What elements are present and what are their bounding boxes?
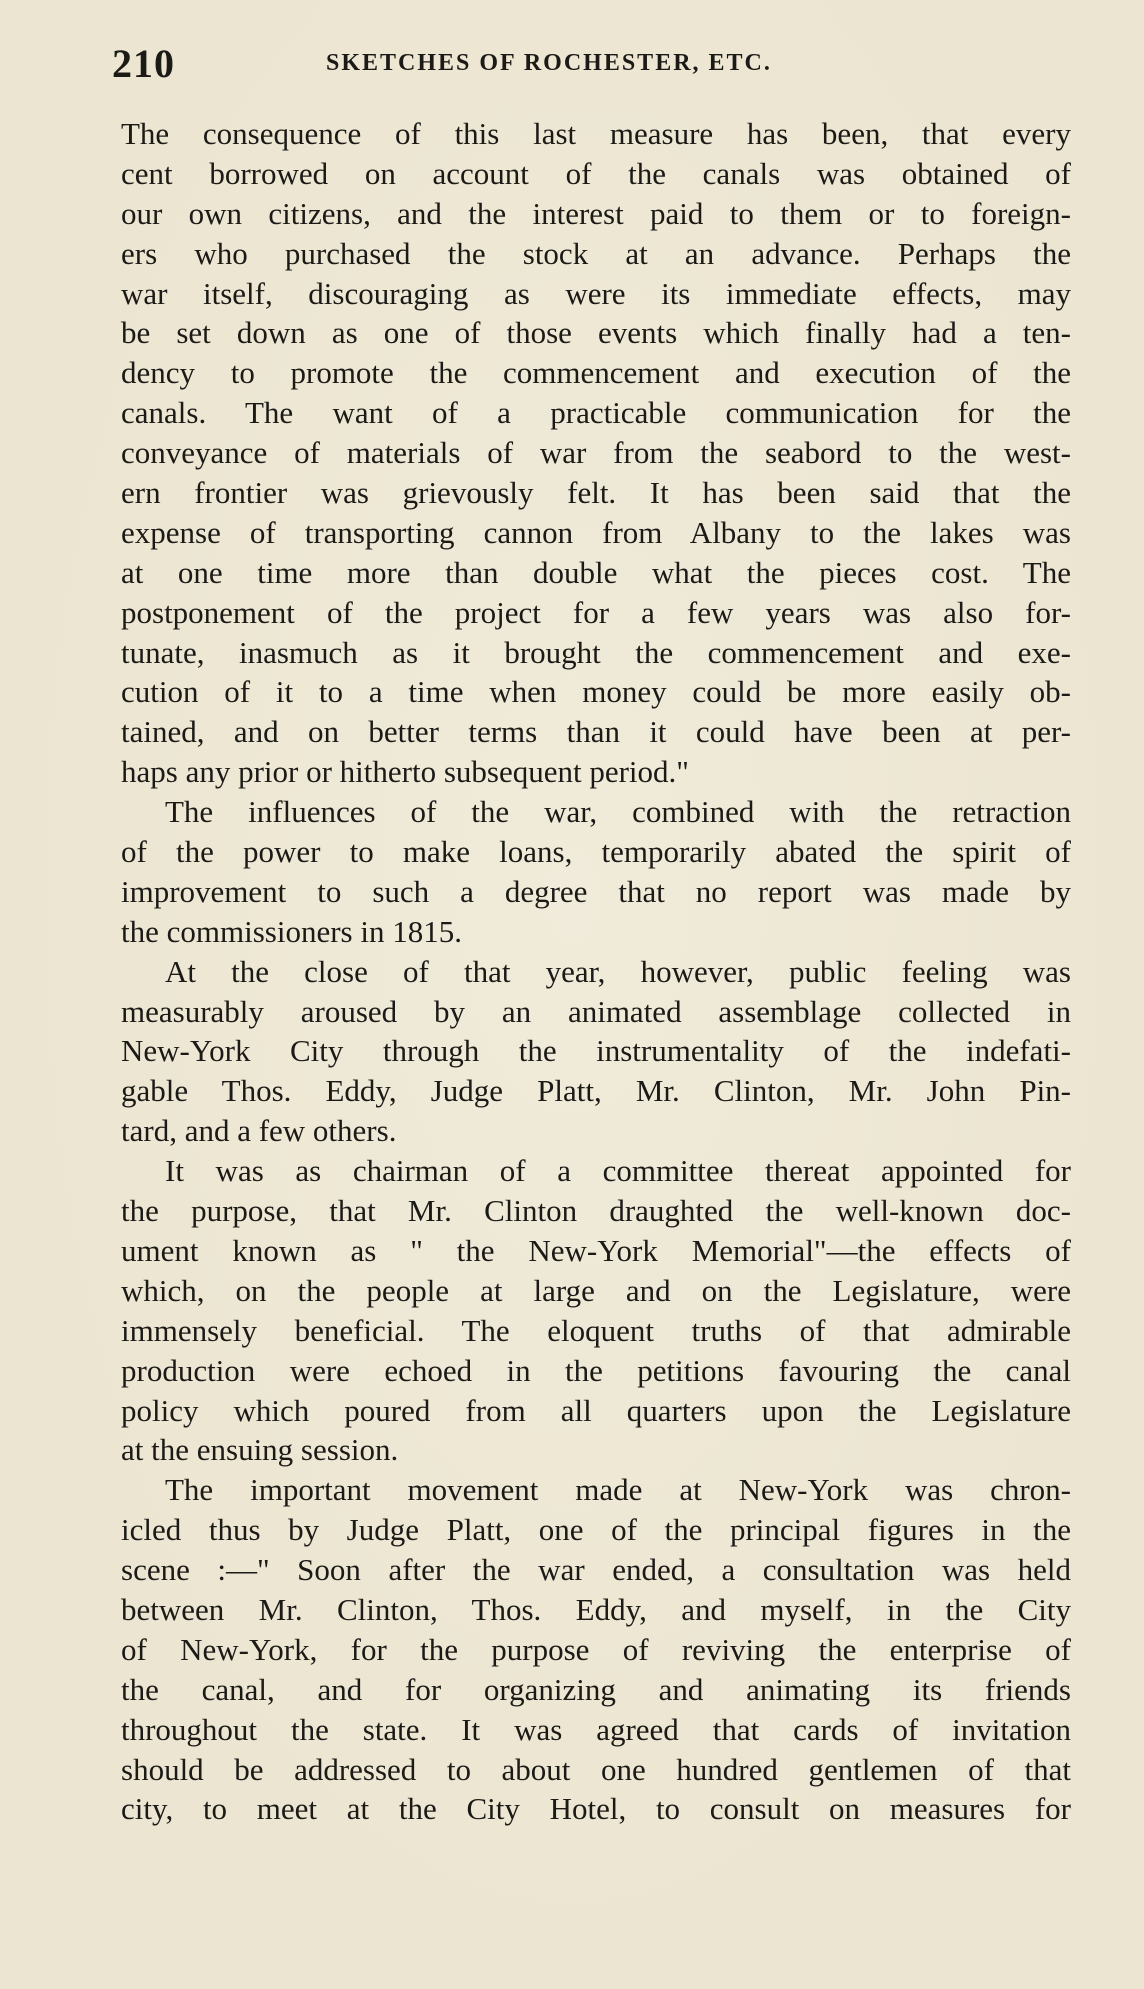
text-line: The important movement made at New-York was chron- xyxy=(165,1472,1071,1508)
text-line: canals. The want of a practicable communication for the xyxy=(121,395,1071,431)
text-line: dency to promote the commencement and execution of the xyxy=(121,355,1071,391)
text-line: ument known as " the New-York Memorial"—the effects of xyxy=(121,1232,1071,1268)
text-line: The influences of the war, combined with the retraction xyxy=(165,794,1071,830)
text-line: tard, and a few others. xyxy=(121,1113,397,1149)
text-line: conveyance of materials of war from the seabord to the west- xyxy=(121,435,1071,471)
text-line: gable Thos. Eddy, Judge Platt, Mr. Clinton, Mr. John Pin- xyxy=(121,1073,1071,1109)
text-line: measurably aroused by an animated assemblage collected in xyxy=(121,993,1071,1029)
text-line: haps any prior or hitherto subsequent period." xyxy=(121,754,689,790)
text-line: It was as chairman of a committee thereat appointed for xyxy=(165,1153,1071,1189)
text-line: ern frontier was grievously felt. It has been said that the xyxy=(121,475,1071,511)
text-line: At the close of that year, however, public feeling was xyxy=(165,953,1071,989)
text-line: be set down as one of those events which finally had a ten- xyxy=(121,315,1071,351)
text-line: scene :—" Soon after the war ended, a consultation was held xyxy=(121,1552,1071,1588)
text-line: of New-York, for the purpose of reviving the enterprise of xyxy=(121,1631,1071,1667)
text-line: of the power to make loans, temporarily abated the spirit of xyxy=(121,834,1071,870)
text-line: at the ensuing session. xyxy=(121,1432,399,1468)
text-line: throughout the state. It was agreed that cards of invitation xyxy=(121,1711,1071,1747)
text-line: between Mr. Clinton, Thos. Eddy, and myself, in the City xyxy=(121,1591,1071,1627)
text-line: the commissioners in 1815. xyxy=(121,913,462,949)
text-line: the canal, and for organizing and animating its friends xyxy=(121,1671,1071,1707)
text-line: cent borrowed on account of the canals was obtained of xyxy=(121,155,1071,191)
text-line: The consequence of this last measure has been, that every xyxy=(121,116,1071,151)
text-line: production were echoed in the petitions favouring the canal xyxy=(121,1352,1071,1388)
text-line: expense of transporting cannon from Albany to the lakes was xyxy=(121,514,1071,550)
text-line: war itself, discouraging as were its immediate effects, may xyxy=(121,275,1071,311)
text-line: postponement of the project for a few years was also for- xyxy=(121,594,1071,630)
text-line: immensely beneficial. The eloquent truths of that admirable xyxy=(121,1312,1071,1348)
page-header xyxy=(112,40,1072,92)
text-line: the purpose, that Mr. Clinton draughted the well-known doc- xyxy=(121,1193,1071,1229)
text-line: improvement to such a degree that no report was made by xyxy=(121,873,1071,909)
running-head: SKETCHES OF ROCHESTER, ETC. xyxy=(326,50,772,76)
page-number: 210 xyxy=(112,41,175,86)
body-text xyxy=(121,114,1071,1829)
text-line: which, on the people at large and on the Legislature, were xyxy=(121,1272,1071,1308)
text-line: our own citizens, and the interest paid to them or to foreign- xyxy=(121,195,1071,231)
text-line: tained, and on better terms than it could have been at per- xyxy=(121,714,1071,750)
text-line: should be addressed to about one hundred gentlemen of that xyxy=(121,1751,1071,1787)
text-line: at one time more than double what the pieces cost. The xyxy=(121,554,1071,590)
text-line: ers who purchased the stock at an advance. Perhaps the xyxy=(121,235,1071,271)
text-line: cution of it to a time when money could be more easily ob- xyxy=(121,674,1071,710)
text-line: city, to meet at the City Hotel, to consult on measures for xyxy=(121,1791,1071,1827)
text-line: policy which poured from all quarters upon the Legislature xyxy=(121,1392,1071,1428)
text-line: tunate, inasmuch as it brought the commencement and exe- xyxy=(121,634,1071,670)
text-line: New-York City through the instrumentality of the indefati- xyxy=(121,1033,1071,1069)
text-line: icled thus by Judge Platt, one of the principal figures in the xyxy=(121,1512,1071,1548)
